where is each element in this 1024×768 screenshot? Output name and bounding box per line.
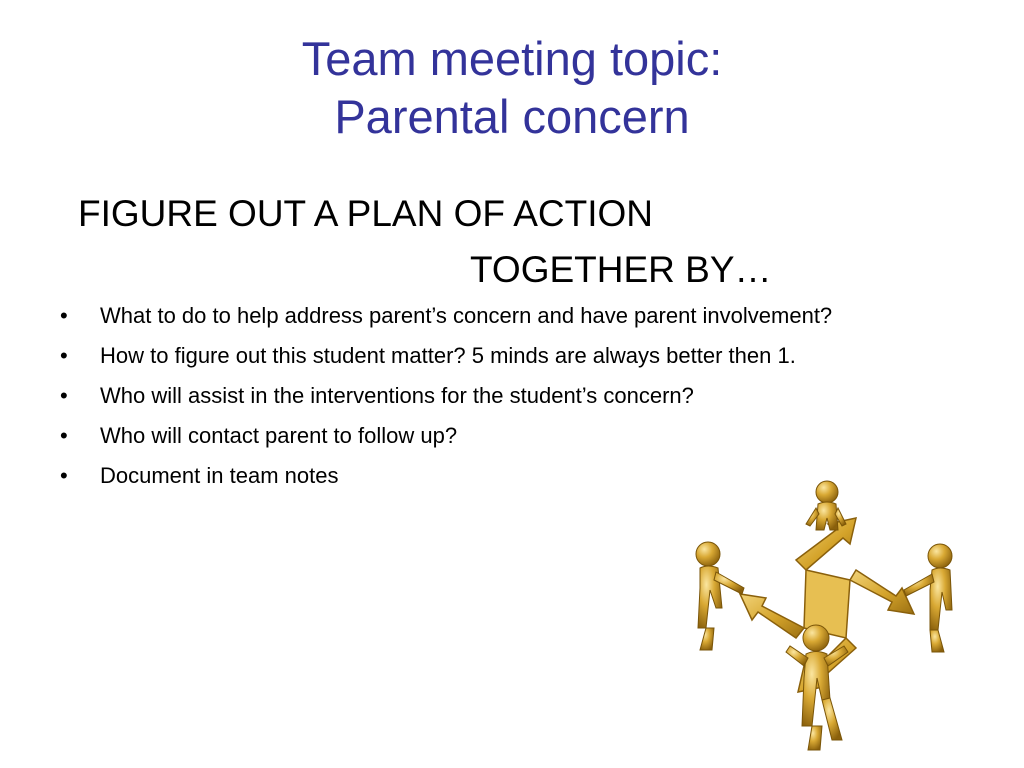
slide-title-line-2: Parental concern: [334, 90, 690, 143]
bullet-text: How to figure out this student matter? 5 minds are always better then 1.: [100, 343, 796, 368]
bullet-text: Document in team notes: [100, 463, 339, 488]
slide-subtitle: [78, 186, 958, 298]
bullet-icon: •: [60, 383, 68, 408]
bullet-text: Who will contact parent to follow up?: [100, 423, 458, 448]
slide-title: [0, 30, 1024, 146]
bullet-item: [60, 300, 940, 332]
figure-top: [806, 481, 846, 530]
figure-right: [904, 544, 952, 652]
bullet-text: What to do to help address parent’s concern and have parent involvement?: [100, 303, 833, 328]
figure-left: [696, 542, 744, 650]
bullet-text: Who will assist in the interventions for the student’s concern?: [100, 383, 694, 408]
bullet-icon: •: [60, 423, 68, 448]
subtitle-line-2: TOGETHER BY…: [470, 249, 772, 290]
bullet-icon: •: [60, 303, 68, 328]
bullet-icon: •: [60, 343, 68, 368]
bullet-item: [60, 380, 940, 412]
gold-figures-puzzle-arrows-icon: [686, 478, 966, 758]
subtitle-line-1: FIGURE OUT A PLAN OF ACTION: [78, 193, 653, 234]
slide-title-line-1: Team meeting topic:: [301, 32, 723, 85]
bullet-list: [60, 300, 940, 500]
bullet-icon: •: [60, 463, 68, 488]
bullet-item: [60, 340, 940, 372]
bullet-item: [60, 420, 940, 452]
